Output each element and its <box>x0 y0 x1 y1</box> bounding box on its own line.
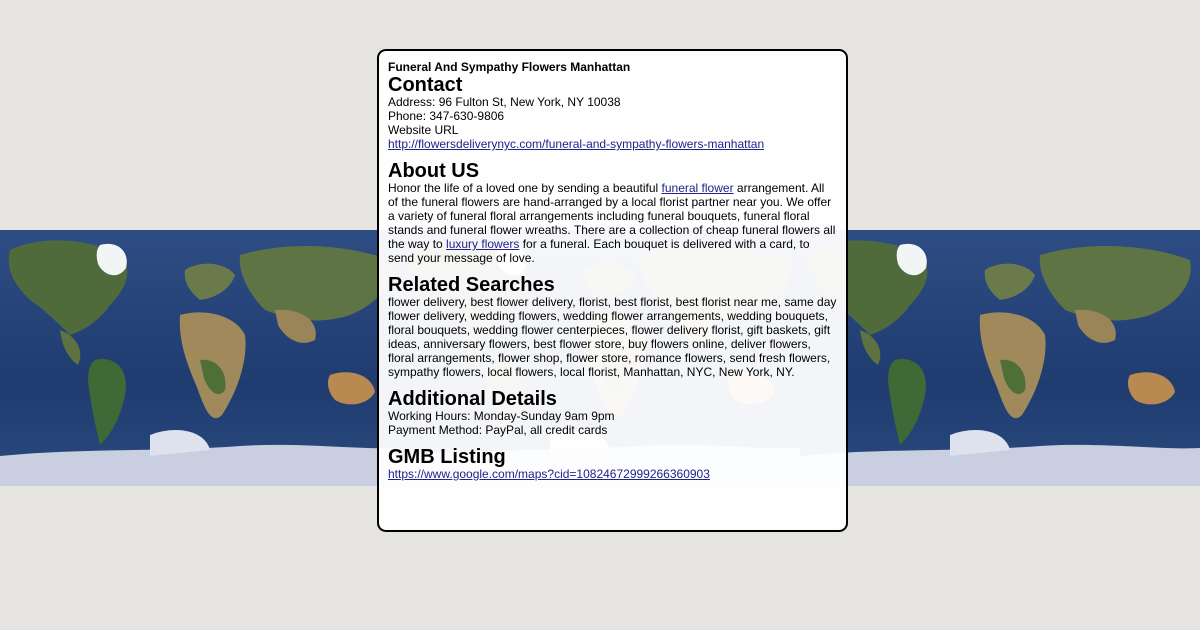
additional-details-heading: Additional Details <box>388 388 557 410</box>
related-searches-heading: Related Searches <box>388 274 555 296</box>
funeral-flower-link[interactable]: funeral flower <box>661 181 734 195</box>
contact-heading: Contact <box>388 74 463 96</box>
website-label: Website URL <box>388 123 459 137</box>
contact-section <box>388 75 837 151</box>
about-text-part-3: for a funeral. Each bouquet is delivered with a card, to send your message of love. <box>388 237 810 265</box>
about-heading: About US <box>388 160 480 182</box>
about-section <box>388 161 837 265</box>
about-text <box>388 181 837 265</box>
about-text-part-2: arrangement. All of the funeral flowers are hand-arranged by a local florist partner near you. We offer a variety of funeral floral arrangements including funeral bouquets, funeral floral stands and funeral flower wreaths. There are a collection of cheap funeral flowers all the way to <box>388 181 836 251</box>
website-link[interactable]: http://flowersdeliverynyc.com/funeral-and-sympathy-flowers-manhattan <box>388 137 765 151</box>
additional-details-section <box>388 389 837 437</box>
business-info-card <box>377 49 848 532</box>
address-text: Address: 96 Fulton St, New York, NY 10038 <box>388 95 621 109</box>
phone-text: Phone: 347-630-9806 <box>388 109 505 123</box>
gmb-listing-section <box>388 447 837 481</box>
luxury-flowers-link[interactable]: luxury flowers <box>446 237 520 251</box>
business-title: Funeral And Sympathy Flowers Manhattan <box>388 60 631 74</box>
payment-method-text: Payment Method: PayPal, all credit cards <box>388 423 608 437</box>
about-text-part-1: Honor the life of a loved one by sending a beautiful <box>388 181 662 195</box>
related-searches-section <box>388 275 837 379</box>
working-hours-text: Working Hours: Monday-Sunday 9am 9pm <box>388 409 615 423</box>
related-searches-text: flower delivery, best flower delivery, florist, best florist, best florist near me, same day flower delivery, wedding flowers, wedding flower arrangements, wedding bouquets, floral bouquets, wedding flower centerpieces, flower delivery florist, gift baskets, gift ideas, anniversary flowers, best flower store, buy flowers online, deliver flowers, floral arrangements, flower shop, flower store, romance flowers, send fresh flowers, sympathy flowers, local flowers, local florist, Manhattan, NYC, New York, NY. <box>388 295 837 379</box>
gmb-listing-link[interactable]: https://www.google.com/maps?cid=10824672999266360903 <box>388 467 710 481</box>
gmb-listing-heading: GMB Listing <box>388 446 506 468</box>
